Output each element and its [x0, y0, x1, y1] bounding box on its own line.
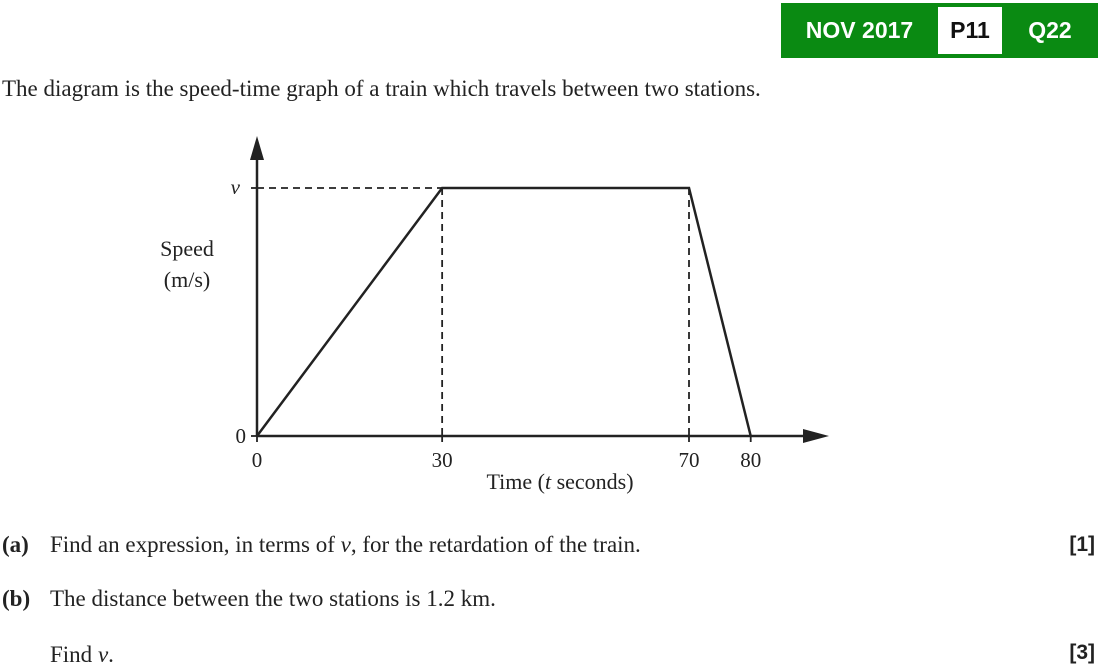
part-b-marks: [3] [1069, 641, 1095, 664]
y-tick-label-0: 0 [235, 424, 246, 448]
speed-time-graph [0, 120, 900, 500]
x-axis-arrowhead [803, 429, 829, 443]
question-intro: The diagram is the speed-time graph of a train which travels between two stations. [2, 76, 761, 101]
session-label: NOV 2017 [805, 17, 914, 43]
part-a-marks: [1] [1069, 533, 1095, 556]
dashed-guides [257, 188, 689, 436]
question-badge [781, 3, 1098, 58]
x-tick-label-70: 70 [678, 448, 700, 472]
x-tick-label-0: 0 [251, 448, 263, 472]
part-a-text-before: Find an expression, in terms of [50, 532, 341, 557]
part-b-find-var: v [97, 642, 109, 667]
y-axis-arrowhead [250, 136, 264, 160]
part-b-label: (b) [2, 586, 31, 611]
y-axis-label-line1: Speed [160, 236, 214, 261]
part-b-text: The distance between the two stations is 1.2 km. [50, 586, 496, 611]
part-b [2, 586, 496, 612]
x-axis-label-suffix: seconds) [551, 469, 634, 494]
question-number: Q22 [1028, 17, 1072, 43]
y-tick-label-v: v [230, 175, 240, 199]
x-axis-label [486, 469, 633, 494]
speed-time-line [257, 188, 751, 436]
paper-label: P11 [938, 7, 1002, 54]
part-b-find-after: . [108, 642, 114, 667]
part-a [2, 532, 641, 558]
x-tick-label-80: 80 [740, 448, 762, 472]
part-a-label: (a) [2, 532, 29, 557]
x-axis-label-var: t [544, 469, 552, 494]
part-a-var: v [340, 532, 351, 557]
x-axis-label-prefix: Time ( [486, 469, 545, 494]
part-b-find-before: Find [50, 642, 98, 667]
x-tick-label-30: 30 [431, 448, 453, 472]
y-axis-label-line2: (m/s) [163, 267, 211, 292]
part-b-find [50, 642, 114, 668]
tick-labels [231, 175, 762, 472]
axis-ticks [251, 188, 751, 442]
part-a-text-after: , for the retardation of the train. [350, 532, 641, 557]
